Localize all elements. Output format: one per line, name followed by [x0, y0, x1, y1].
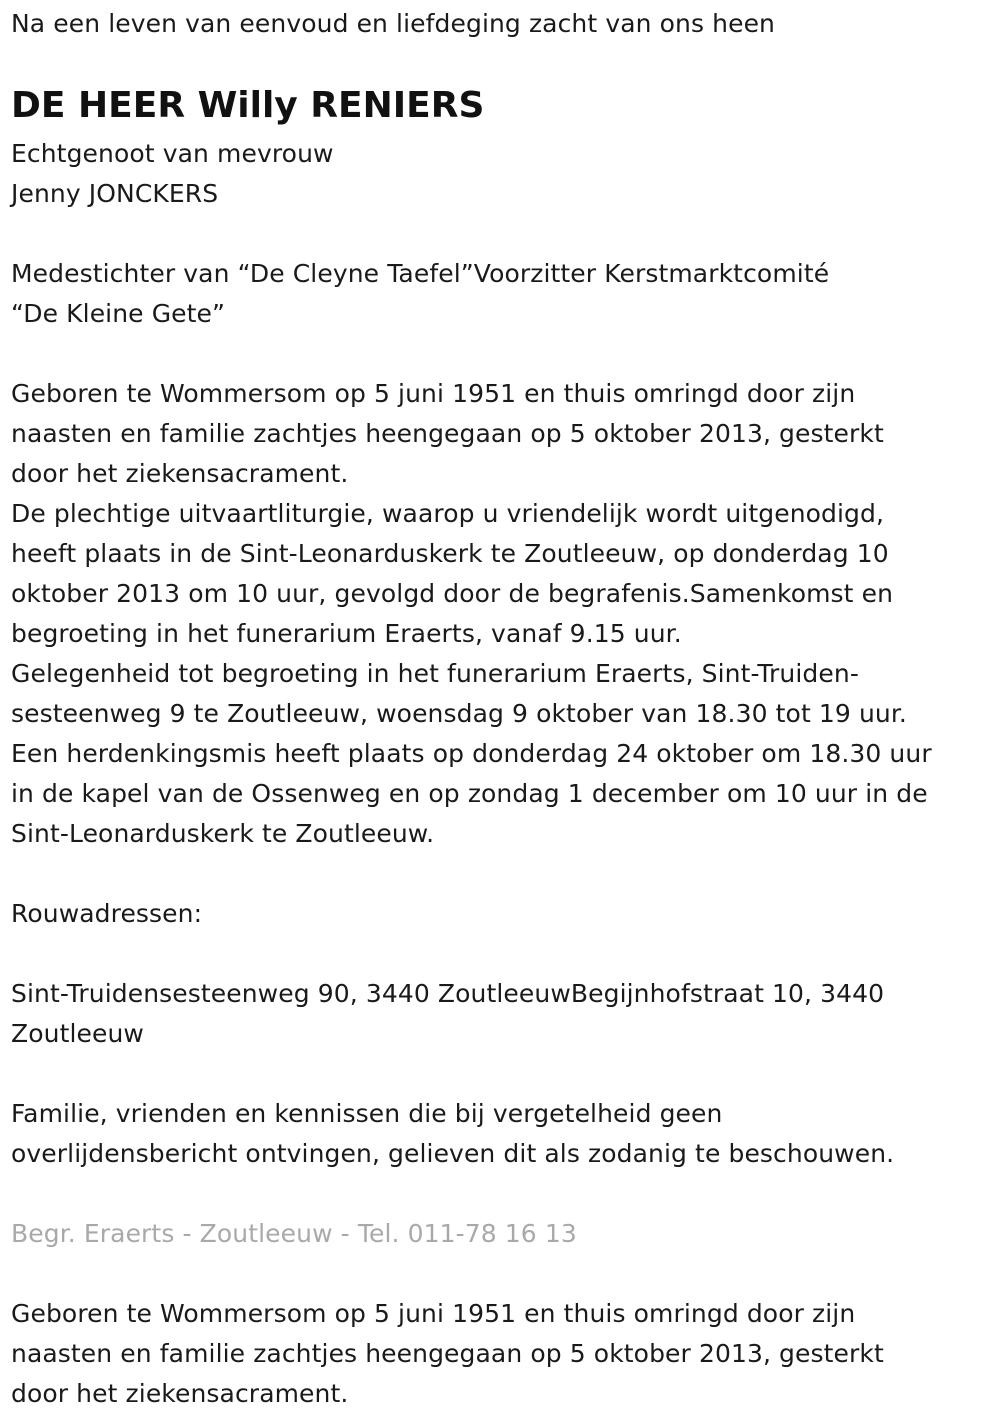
funeral-home-footer [11, 1214, 577, 1254]
roles-line: Medestichter van “De Cleyne Taefel”Voorzitter Kerstmarktcomité [11, 259, 830, 288]
roles-block [11, 254, 829, 334]
body-line: naasten en familie zachtjes heengegaan op 5 oktober 2013, gesterkt [11, 419, 884, 448]
body-line: Geboren te Wommersom op 5 juni 1951 en thuis omringd door zijn [11, 1299, 856, 1328]
body-line: Sint-Leonarduskerk te Zoutleeuw. [11, 819, 435, 848]
body-line: Gelegenheid tot begroeting in het funerarium Eraerts, Sint-Truiden- [11, 659, 859, 688]
family-notice-line: Familie, vrienden en kennissen die bij vergetelheid geen [11, 1099, 723, 1128]
repeated-body [11, 1294, 884, 1414]
intro-text: Na een leven van eenvoud en liefdeging zacht van ons heen [11, 9, 776, 38]
address-line: Sint-Truidensesteenweg 90, 3440 ZoutleeuwBegijnhofstraat 10, 3440 [11, 979, 885, 1008]
family-notice-line: overlijdensbericht ontvingen, gelieven dit als zodanig te beschouwen. [11, 1139, 895, 1168]
deceased-name: DE HEER Willy RENIERS [11, 85, 485, 126]
roles-line: “De Kleine Gete” [11, 299, 226, 328]
address-line: Zoutleeuw [11, 1019, 144, 1048]
mourning-addresses-label: Rouwadressen: [11, 899, 203, 928]
body-line: oktober 2013 om 10 uur, gevolgd door de begrafenis.Samenkomst en [11, 579, 894, 608]
body-line: in de kapel van de Ossenweg en op zondag 1 december om 10 uur in de [11, 779, 928, 808]
body-line: heeft plaats in de Sint-Leonarduskerk te Zoutleeuw, op donderdag 10 [11, 539, 889, 568]
body-line: Geboren te Wommersom op 5 juni 1951 en thuis omringd door zijn [11, 379, 856, 408]
funeral-home-contact: Begr. Eraerts - Zoutleeuw - Tel. 011-78 16 13 [11, 1219, 577, 1248]
family-notice [11, 1094, 894, 1174]
spouse-block [11, 134, 334, 214]
spouse-line: Echtgenoot van mevrouw [11, 139, 334, 168]
body-line: Een herdenkingsmis heeft plaats op donderdag 24 oktober om 18.30 uur [11, 739, 932, 768]
body-line: sesteenweg 9 te Zoutleeuw, woensdag 9 oktober van 18.30 tot 19 uur. [11, 699, 907, 728]
mourning-addresses [11, 974, 884, 1054]
body-line: De plechtige uitvaartliturgie, waarop u vriendelijk wordt uitgenodigd, [11, 499, 885, 528]
mourning-addresses-heading [11, 894, 202, 934]
body-line: begroeting in het funerarium Eraerts, vanaf 9.15 uur. [11, 619, 682, 648]
body-line: naasten en familie zachtjes heengegaan op 5 oktober 2013, gesterkt [11, 1339, 884, 1368]
body-line: door het ziekensacrament. [11, 459, 349, 488]
obituary-body [11, 374, 932, 854]
body-line: door het ziekensacrament. [11, 1379, 349, 1408]
spouse-name: Jenny JONCKERS [11, 179, 219, 208]
